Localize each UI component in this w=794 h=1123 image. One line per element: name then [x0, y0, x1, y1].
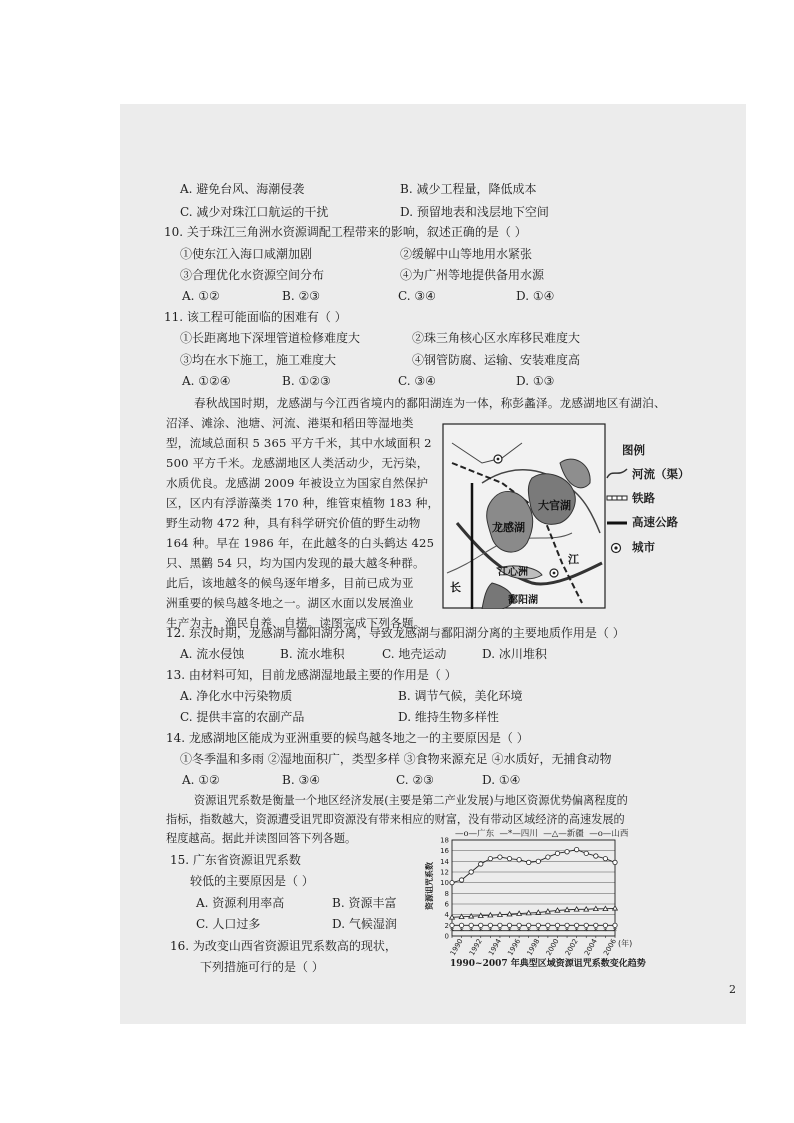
q15-option-c: C. 人口过多 [196, 917, 261, 931]
chart-ytick-label: 16 [440, 847, 449, 856]
q11-statement-4: ④钢管防腐、运输、安装难度高 [412, 353, 581, 367]
passage2-line: 资源诅咒系数是衡量一个地区经济发展(主要是第二产业发展)与地区资源优势偏离程度的 [194, 794, 628, 807]
longgan-lake-map [442, 423, 606, 609]
legend-sichuan: 四川 [520, 829, 538, 839]
q10-statement-4: ④为广州等地提供备用水源 [400, 268, 545, 282]
city-legend-icon [610, 542, 622, 554]
passage1-line: 区，区内有浮游藻类 170 种，维管束植物 183 种， [166, 496, 440, 510]
q15-stem-cont: 较低的主要原因是（ ） [190, 874, 314, 888]
q12-option-b: B. 流水堆积 [280, 647, 345, 661]
series-point [469, 870, 473, 874]
q16-stem: 16. 为改变山西省资源诅咒系数高的现状， [170, 939, 397, 953]
passage1-line: 只、黑鹳 54 只，均为国内发现的最大越冬种群。 [166, 556, 425, 570]
chart-ytick-label: 12 [440, 868, 449, 877]
series-point: * [488, 926, 493, 936]
series-point: * [497, 926, 502, 936]
chart-ytick-label: 0 [444, 932, 449, 941]
q15-option-d: D. 气候湿润 [332, 917, 397, 931]
q9-option-a: A. 避免台风、海潮侵袭 [180, 182, 305, 196]
map-label-island: 江心洲 [498, 567, 528, 578]
legend-symbol-circle: —o— [589, 829, 612, 839]
q11-statement-2: ②珠三角核心区水库移民难度大 [412, 331, 581, 345]
map-label-chang: 长 [450, 581, 461, 594]
q10-option-d: D. ①④ [516, 289, 555, 303]
series-point: * [478, 926, 483, 936]
q11-option-c: C. ③④ [398, 374, 436, 388]
series-point: * [469, 926, 474, 936]
passage1-line: 野生动物 472 种，具有科学研究价值的野生动物 [166, 516, 421, 530]
q10-option-a: A. ①② [182, 289, 220, 303]
series-point: * [555, 926, 560, 936]
series-point [613, 860, 617, 864]
series-point [565, 850, 569, 854]
series-point: * [603, 926, 608, 936]
q10-option-c: C. ③④ [398, 289, 436, 303]
legend-railway: 铁路 [632, 491, 655, 505]
chart-ytick-label: 18 [440, 836, 449, 845]
series-point: * [584, 926, 589, 936]
q10-option-b: B. ②③ [282, 289, 320, 303]
passage1-line: 水质优良。龙感湖 2009 年被设立为国家自然保护 [166, 476, 429, 490]
chart-xtick-label: 2004 [583, 937, 599, 957]
chart-xtick-label: 2000 [544, 937, 561, 957]
series-point [536, 859, 540, 863]
chart-xtick-label: 1994 [487, 937, 503, 957]
q14-stem: 14. 龙感湖地区能成为亚洲重要的候鸟越冬地之一的主要原因是（ ） [166, 731, 529, 745]
series-point: * [459, 926, 464, 936]
q14-statements: ①冬季温和多雨 ②湿地面积广，类型多样 ③食物来源充足 ④水质好，无捕食动物 [180, 752, 612, 766]
q15-option-a: A. 资源利用率高 [196, 896, 285, 910]
chart-ytick-label: 14 [440, 857, 449, 866]
railway-legend-icon [606, 493, 628, 503]
exam-page [120, 104, 746, 1024]
passage1-line: 生产为主，渔民自养、自捞。读图完成下列各题。 [166, 616, 426, 630]
series-point: * [526, 926, 531, 936]
q14-option-b: B. ③④ [282, 773, 320, 787]
legend-symbol-star: —*— [499, 829, 521, 839]
map-label-longgan: 龙感湖 [492, 521, 525, 534]
series-point [584, 851, 588, 855]
series-point [546, 855, 550, 859]
chart-series [450, 847, 618, 935]
q14-option-a: A. ①② [182, 773, 220, 787]
series-point [594, 854, 598, 858]
series-point [488, 856, 492, 860]
legend-city: 城市 [632, 540, 655, 554]
chart-ytick-label: 4 [444, 911, 449, 920]
legend-symbol-triangle: —△— [543, 829, 567, 839]
series-point [479, 862, 483, 866]
q14-option-d: D. ①④ [482, 773, 521, 787]
page-number: 2 [729, 983, 736, 996]
legend-river: 河流（渠） [632, 467, 690, 481]
map-label-daguan: 大官湖 [538, 499, 571, 512]
legend-title: 图例 [622, 443, 645, 457]
passage2-line: 指标，指数越大，资源遭受诅咒即资源没有带来相应的财富，没有带动区域经济的高速发展的 [166, 813, 625, 826]
chart-ytick-label: 6 [444, 900, 449, 909]
series-point [507, 856, 511, 860]
chart-xtick-label: 2006 [602, 937, 619, 957]
passage1-line: 春秋战国时期，龙感湖与今江西省境内的鄱阳湖连为一体，称彭蠡泽。龙感湖地区有湖泊、 [194, 396, 666, 410]
legend-guangdong: 广东 [477, 829, 495, 839]
q13-option-c: C. 提供丰富的农副产品 [180, 710, 305, 724]
q15-option-b: B. 资源丰富 [332, 896, 397, 910]
q10-statement-1: ①使东江入海口咸潮加剧 [180, 247, 313, 261]
legend-symbol-circle: —o— [455, 829, 478, 839]
q9-option-c: C. 减少对珠江口航运的干扰 [180, 205, 329, 219]
map-label-jiang: 江 [568, 553, 579, 566]
series-point: * [545, 926, 550, 936]
chart-xtick-label: 2002 [563, 937, 580, 957]
series-point [498, 855, 502, 859]
q13-option-d: D. 维持生物多样性 [398, 710, 499, 724]
passage1-line: 500 平方千米。龙感湖地区人类活动少，无污染， [166, 456, 429, 470]
q11-statement-3: ③均在水下施工，施工难度大 [180, 353, 337, 367]
q12-option-c: C. 地壳运动 [382, 647, 447, 661]
q10-stem: 10. 关于珠江三角洲水资源调配工程带来的影响，叙述正确的是（ ） [164, 225, 527, 239]
q12-stem: 12. 东汉时期，龙感湖与鄱阳湖分离，导致龙感湖与鄱阳湖分离的主要地质作用是（ ） [166, 626, 625, 640]
q16-stem-cont: 下列措施可行的是（ ） [200, 960, 324, 974]
q9-option-d: D. 预留地表和浅层地下空间 [400, 205, 549, 219]
series-line-3 [452, 850, 615, 883]
q10-statement-3: ③合理优化水资源空间分布 [180, 268, 325, 282]
chart-ytick-label: 2 [444, 921, 449, 930]
series-point: * [507, 926, 512, 936]
legend-shanxi: 山西 [611, 829, 629, 839]
chart-title: 1990~2007 年典型区域资源诅咒系数变化趋势 [450, 959, 646, 969]
q12-option-a: A. 流水侵蚀 [180, 647, 245, 661]
passage1-line: 此后，该地越冬的候鸟逐年增多，目前已成为亚 [166, 576, 414, 590]
q13-option-a: A. 净化水中污染物质 [180, 689, 293, 703]
q11-stem: 11. 该工程可能面临的困难有（ ） [164, 310, 347, 324]
series-point [555, 851, 559, 855]
q9-option-b: B. 减少工程量，降低成本 [400, 182, 537, 196]
map-city-dot [497, 458, 500, 461]
series-point: * [593, 926, 598, 936]
q10-statement-2: ②缓解中山等地用水紧张 [400, 247, 533, 261]
chart-xtick-label: 1996 [506, 937, 523, 957]
chart-xtick-label: 1992 [467, 937, 484, 957]
passage1-line: 型，流域总面积 5 365 平方千米，其中水域面积 2 [166, 436, 432, 450]
series-point: * [450, 926, 454, 936]
highway-legend-icon [606, 518, 628, 528]
q11-option-d: D. ①③ [516, 374, 555, 388]
series-point [603, 856, 607, 860]
chart-xtick-label: 1990 [448, 937, 465, 957]
series-point [517, 858, 521, 862]
q11-statement-1: ①长距离地下深埋管道检修难度大 [180, 331, 361, 345]
q13-stem: 13. 由材料可知，目前龙感湖湿地最主要的作用是（ ） [166, 668, 457, 682]
legend-xinjiang: 新疆 [566, 829, 584, 839]
series-point: * [536, 926, 541, 936]
passage1-line: 164 种。早在 1986 年，在此越冬的白头鹤达 425 [166, 536, 435, 550]
series-point [459, 878, 463, 882]
map-label-poyang: 鄱阳湖 [508, 595, 538, 606]
series-point [527, 860, 531, 864]
series-point: * [517, 926, 522, 936]
river-legend-icon [606, 466, 628, 480]
chart-xtick-label: 1998 [525, 937, 542, 957]
chart-ytick-label: 10 [440, 879, 449, 888]
chart-ylabel: 资源诅咒系数 [425, 862, 434, 910]
series-point [574, 847, 578, 851]
passage2-line: 程度越高。据此并读图回答下列各题。 [166, 832, 357, 845]
chart-xlabel: (年) [618, 939, 633, 948]
q11-option-a: A. ①②④ [182, 374, 231, 388]
q11-option-b: B. ①②③ [282, 374, 331, 388]
series-line-2 [452, 908, 615, 917]
series-point: * [574, 926, 579, 936]
legend-highway: 高速公路 [632, 515, 678, 529]
chart-ytick-label: 8 [444, 889, 449, 898]
q15-stem: 15. 广东省资源诅咒系数 [170, 853, 301, 867]
passage1-line: 洲重要的候鸟越冬地之一。湖区水面以发展渔业 [166, 596, 414, 610]
map-city-dot [553, 572, 556, 575]
series-point [450, 880, 454, 884]
q12-option-d: D. 冰川堆积 [482, 647, 547, 661]
passage1-line: 沼泽、滩涂、池塘、河流、港渠和稻田等湿地类 [166, 416, 414, 430]
series-point: * [565, 926, 570, 936]
q14-option-c: C. ②③ [396, 773, 434, 787]
q13-option-b: B. 调节气候，美化环境 [398, 689, 523, 703]
series-point: * [613, 926, 617, 936]
map-legend [606, 436, 690, 566]
